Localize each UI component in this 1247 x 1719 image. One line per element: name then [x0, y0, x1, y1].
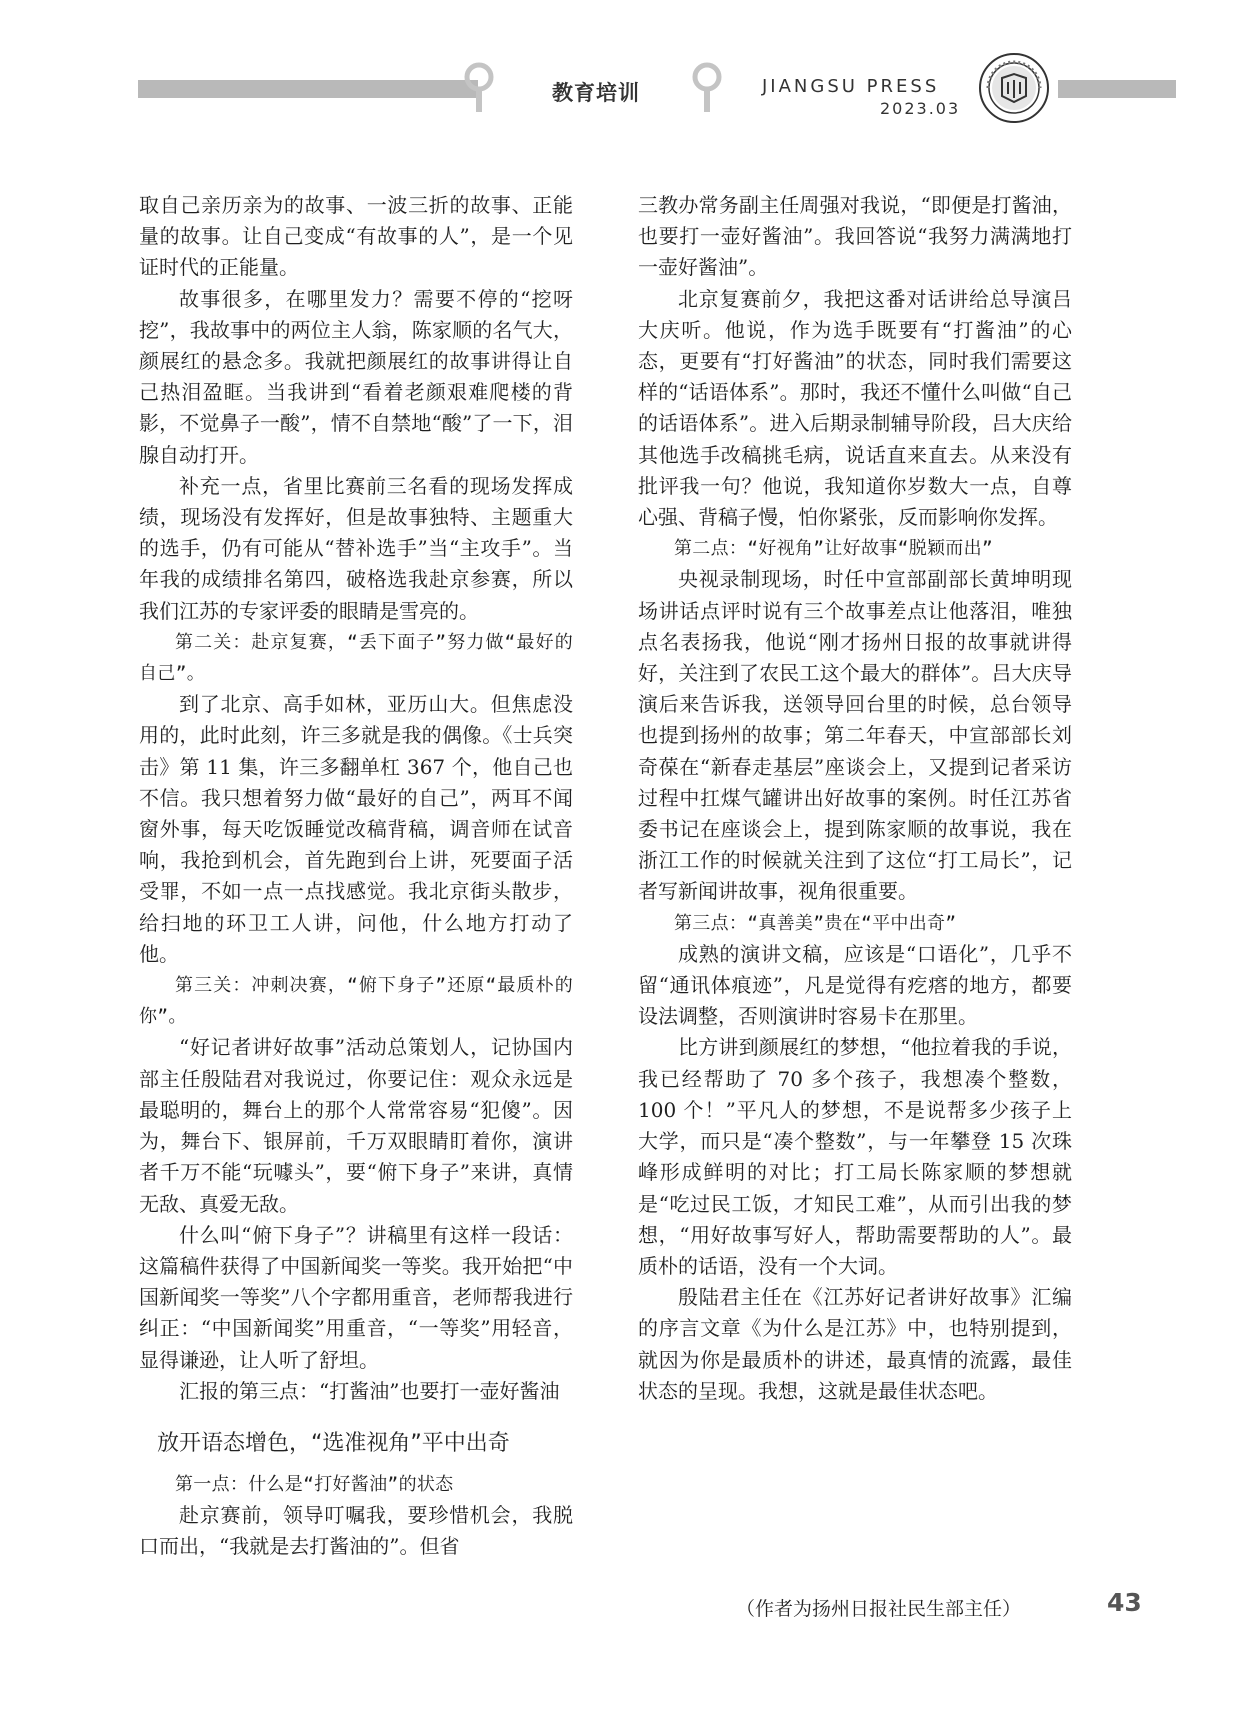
paragraph: 北京复赛前夕，我把这番对话讲给总导演吕大庆听。他说，作为选手既要有“打酱油”的心态，更要有“打好酱油”的状态，同时我们需要这样的“话语体系”。那时，我还不懂什么叫做“自己的话语体系”。进入后期录制辅导阶段，吕大庆给其他选手改稿挑毛病，说话直来直去。从来没有批评我一句？他说，我知道你岁数大一点，自尊心强、背稿子慢，怕你紧张，反而影响你发挥。 — [638, 286, 1072, 530]
subheading: 第二点：“好视角”让好故事“脱颖而出” — [674, 538, 994, 560]
association-logo-seal — [978, 52, 1050, 124]
issue-number: 2023.03 — [880, 99, 961, 118]
header-rule-left — [138, 80, 478, 98]
subheading: 第三点：“真善美”贵在“平中出奇” — [674, 912, 957, 934]
left-column — [139, 190, 573, 1563]
paragraph: 央视录制现场，时任中宣部副部长黄坤明现场讲话点评时说有三个故事差点让他落泪，唯独点名表扬我，他说“刚才扬州日报的故事就讲得好，关注到了农民工这个最大的群体”。吕大庆导演后来告诉我，送领导回台里的时候，总台领导也提到扬州的故事；第二年春天，中宣部部长刘奇葆在“新春走基层”座谈会上，又提到记者采访过程中扛煤气罐讲出好故事的案例。时任江苏省委书记在座谈会上，提到陈家顺的故事说，我在浙江工作的时候就关注到了这位“打工局长”，记者写新闻讲故事，视角很重要。 — [638, 567, 1072, 904]
paragraph: 到了北京、高手如林，亚历山大。但焦虑没用的，此时此刻，许三多就是我的偶像。《士兵突击》第 11 集，许三多翻单杠 367 个，他自己也不信。我只想着努力做“最好的自己”，两耳不闻窗外事，每天吃饭睡觉改稿背稿，调音师在试音响，我抢到机会，首先跑到台上讲，死要面子活受罪，不如一点一点找感觉。我北京街头散步，给扫地的环卫工人讲，问他，什么地方打动了他。 — [139, 692, 573, 966]
publication-name: JIANGSU PRESS — [762, 76, 940, 97]
location-pin-icon — [462, 62, 496, 114]
paragraph: 赴京赛前，领导叮嘱我，要珍惜机会，我脱口而出，“我就是去打酱油的”。但省 — [139, 1503, 573, 1559]
author-byline: （作者为扬州日报社民生部主任） — [736, 1598, 1022, 1620]
paragraph: 比方讲到颜展红的梦想，“他拉着我的手说，我已经帮助了 70 多个孩子，我想凑个整数，100 个！”平凡人的梦想，不是说帮多少孩子上大学，而只是“凑个整数”，与一年攀登 15 次珠峰形成鲜明的对比；打工局长陈家顺的梦想就是“吃过民工饭，才知民工难”，从而引出我的梦想，“用好故事写好人，帮助需要帮助的人”。最质朴的话语，没有一个大词。 — [638, 1035, 1072, 1278]
subheading: 第二关：赴京复赛，“丢下面子”努力做“最好的自己”。 — [139, 631, 573, 685]
right-column — [638, 190, 1072, 1407]
subheading: 第一点：什么是“打好酱油”的状态 — [175, 1473, 454, 1495]
paragraph: 什么叫“俯下身子”？讲稿里有这样一段话：这篇稿件获得了中国新闻奖一等奖。我开始把“中国新闻奖一等奖”八个字都用重音，老师帮我进行纠正：“中国新闻奖”用重音，“一等奖”用轻音，显得谦逊，让人听了舒坦。 — [139, 1222, 573, 1372]
paragraph: 三教办常务副主任周强对我说，“即便是打酱油，也要打一壶好酱油”。我回答说“我努力满满地打一壶好酱油”。 — [638, 193, 1072, 280]
page-number: 43 — [1107, 1588, 1142, 1617]
paragraph: “好记者讲好故事”活动总策划人，记协国内部主任殷陆君对我说过，你要记住：观众永远是最聪明的，舞台上的那个人常常容易“犯傻”。因为，舞台下、银屏前，千万双眼睛盯着你，演讲者千万不能“玩噱头”，要“俯下身子”来讲，真情无敌、真爱无敌。 — [139, 1035, 573, 1216]
paragraph: 殷陆君主任在《江苏好记者讲好故事》汇编的序言文章《为什么是江苏》中，也特别提到，就因为你是最质朴的讲述，最真情的流露，最佳状态的呈现。我想，这就是最佳状态吧。 — [638, 1285, 1072, 1403]
paragraph: 汇报的第三点：“打酱油”也要打一壶好酱油 — [179, 1378, 560, 1403]
publication-masthead — [762, 76, 960, 120]
paragraph: 补充一点，省里比赛前三名看的现场发挥成绩，现场没有发挥好，但是故事独特、主题重大的选手，仍有可能从“替补选手”当“主攻手”。当年我的成绩排名第四，破格选我赴京参赛，所以我们江苏的专家评委的眼睛是雪亮的。 — [139, 473, 573, 623]
page-header — [0, 0, 1247, 130]
subheading: 第三关：冲刺决赛，“俯下身子”还原“最质朴的你”。 — [139, 975, 573, 1028]
header-rule-right — [1058, 80, 1176, 98]
section-label: 教育培训 — [552, 81, 640, 105]
paragraph: 取自己亲历亲为的故事、一波三折的故事、正能量的故事。让自己变成“有故事的人”，是一个见证时代的正能量。 — [139, 193, 573, 280]
location-pin-icon — [690, 62, 724, 114]
section-heading: 放开语态增色，“选准视角”平中出奇 — [157, 1430, 510, 1456]
paragraph: 成熟的演讲文稿，应该是“口语化”，几乎不留“通讯体痕迹”，凡是觉得有疙瘩的地方，都要设法调整，否则演讲时容易卡在那里。 — [638, 941, 1072, 1029]
paragraph: 故事很多，在哪里发力？需要不停的“挖呀挖”，我故事中的两位主人翁，陈家顺的名气大，颜展红的悬念多。我就把颜展红的故事讲得让自己热泪盈眶。当我讲到“看着老颜艰难爬楼的背影，不觉鼻子一酸”，情不自禁地“酸”了一下，泪腺自动打开。 — [139, 286, 573, 467]
